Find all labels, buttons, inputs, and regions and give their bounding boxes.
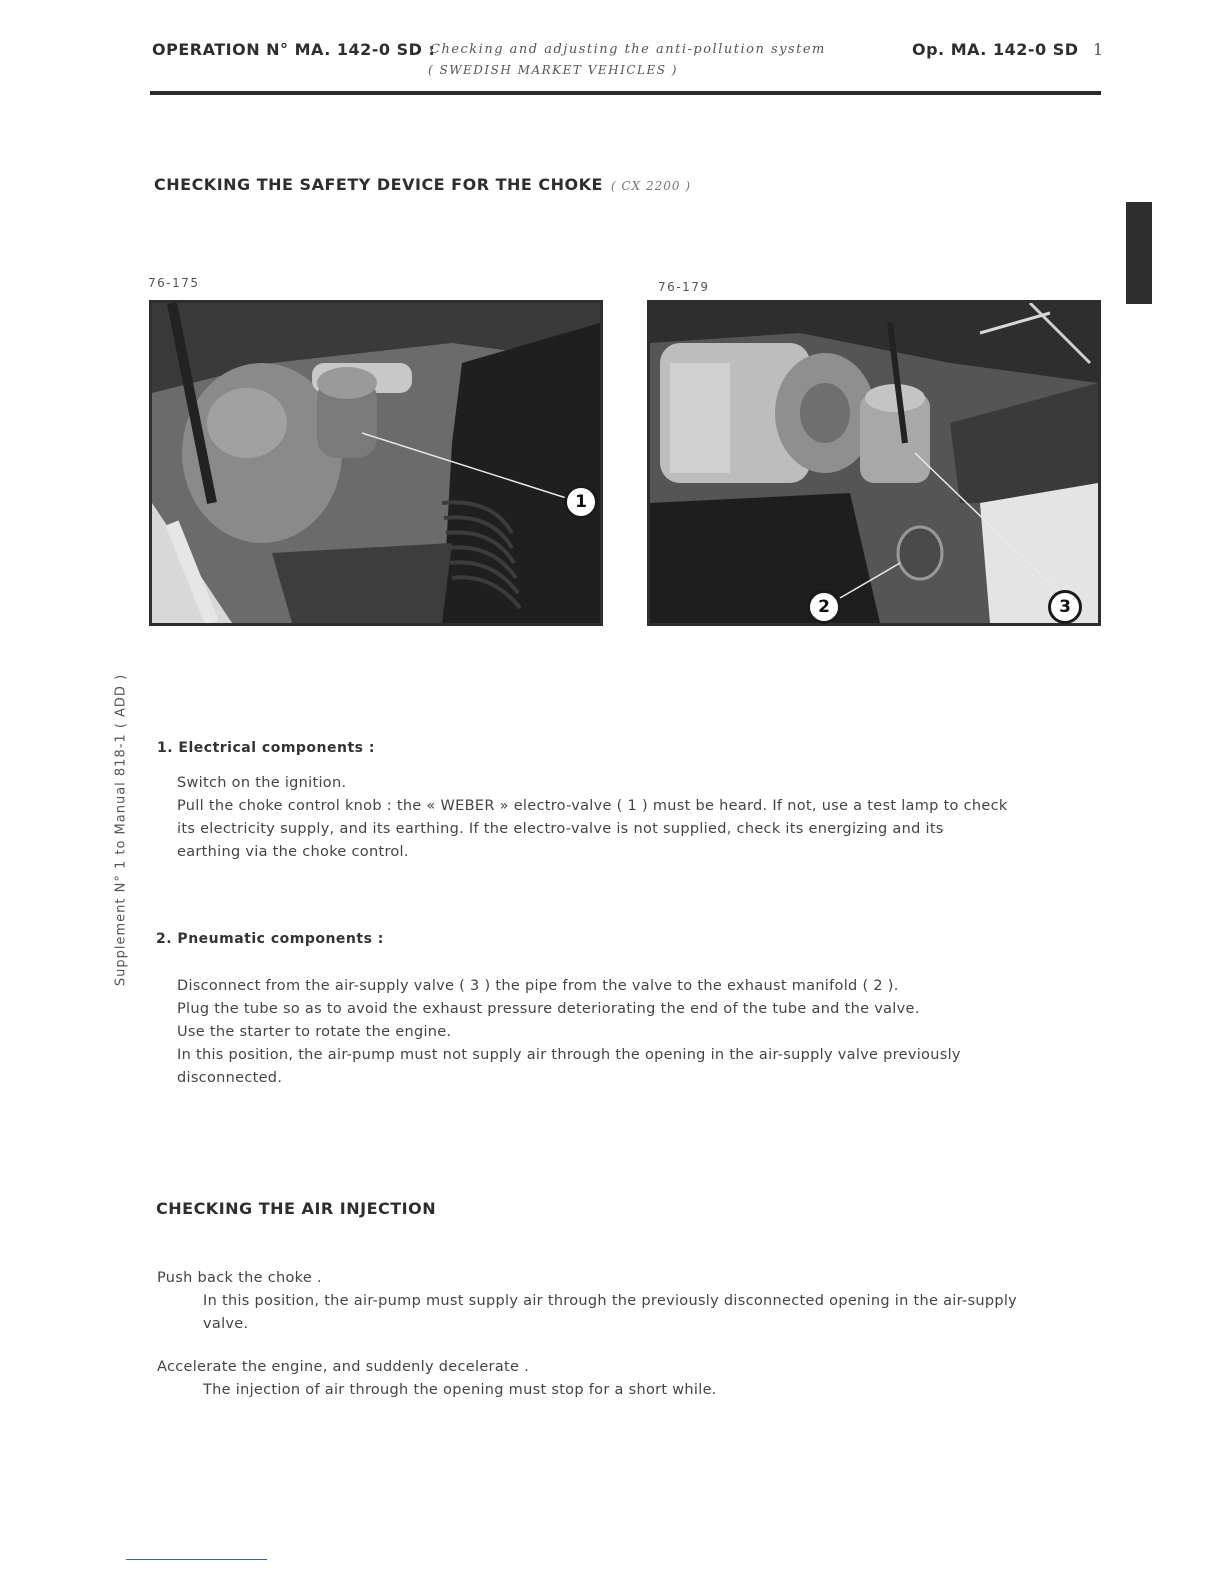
footer-rule — [126, 1559, 267, 1560]
engine-photo-left — [152, 303, 600, 623]
callout-1: 1 — [564, 485, 598, 519]
electrical-instructions — [177, 772, 1008, 864]
operation-subtitle: ( SWEDISH MARKET VEHICLES ) — [428, 63, 678, 77]
text-line: earthing via the choke control. — [177, 844, 409, 860]
step-push-back-choke-detail — [203, 1290, 1017, 1336]
step-accelerate: Accelerate the engine, and suddenly decelerate . — [157, 1359, 530, 1375]
operation-reference: Op. MA. 142-0 SD — [912, 40, 1079, 59]
text-line: Plug the tube so as to avoid the exhaust pressure deteriorating the end of the tube and the valve. — [177, 1001, 920, 1017]
text-line: In this position, the air-pump must not supply air through the opening in the air-supply valve previously — [177, 1047, 961, 1063]
header-rule — [150, 91, 1101, 95]
electrical-heading: 1. Electrical components : — [157, 740, 375, 756]
text-line: The injection of air through the opening must stop for a short while. — [203, 1382, 717, 1398]
step-push-back-choke: Push back the choke . — [157, 1270, 322, 1286]
callout-2: 2 — [807, 590, 841, 624]
section-model: ( CX 2200 ) — [610, 179, 692, 193]
step-accelerate-detail — [203, 1379, 717, 1402]
pneumatic-instructions — [177, 975, 961, 1090]
figure-number: 76-179 — [658, 280, 710, 294]
text-line: Disconnect from the air-supply valve ( 3 ) the pipe from the valve to the exhaust manifold ( 2 ). — [177, 978, 899, 994]
text-line: Use the starter to rotate the engine. — [177, 1024, 452, 1040]
figure-number: 76-175 — [148, 276, 200, 290]
page-number: 1 — [1093, 40, 1104, 59]
section-title-text: CHECKING THE SAFETY DEVICE FOR THE CHOKE — [154, 175, 603, 194]
text-line: disconnected. — [177, 1070, 283, 1086]
engine-photo-right — [650, 303, 1098, 623]
figure-photo-right — [647, 300, 1101, 626]
section-tab-marker — [1126, 202, 1152, 304]
pneumatic-heading: 2. Pneumatic components : — [156, 931, 384, 947]
operation-number: OPERATION N° MA. 142-0 SD : — [152, 40, 436, 59]
text-line: Switch on the ignition. — [177, 775, 347, 791]
text-line: its electricity supply, and its earthing. If the electro-valve is not supplied, check its energizing and its — [177, 821, 944, 837]
callout-3: 3 — [1048, 590, 1082, 624]
figure-photo-left — [149, 300, 603, 626]
text-line: valve. — [203, 1316, 249, 1332]
section-title-choke-safety — [154, 175, 691, 194]
section-title-air-injection: CHECKING THE AIR INJECTION — [156, 1199, 437, 1218]
operation-title: Checking and adjusting the anti-pollution system — [430, 42, 826, 57]
text-line: Pull the choke control knob : the « WEBER » electro-valve ( 1 ) must be heard. If not, use a test lamp to check — [177, 798, 1008, 814]
text-line: In this position, the air-pump must supply air through the previously disconnected opening in the air-supply — [203, 1293, 1018, 1309]
manual-supplement-note: Supplement N° 1 to Manual 818-1 ( ADD ) — [113, 673, 129, 987]
